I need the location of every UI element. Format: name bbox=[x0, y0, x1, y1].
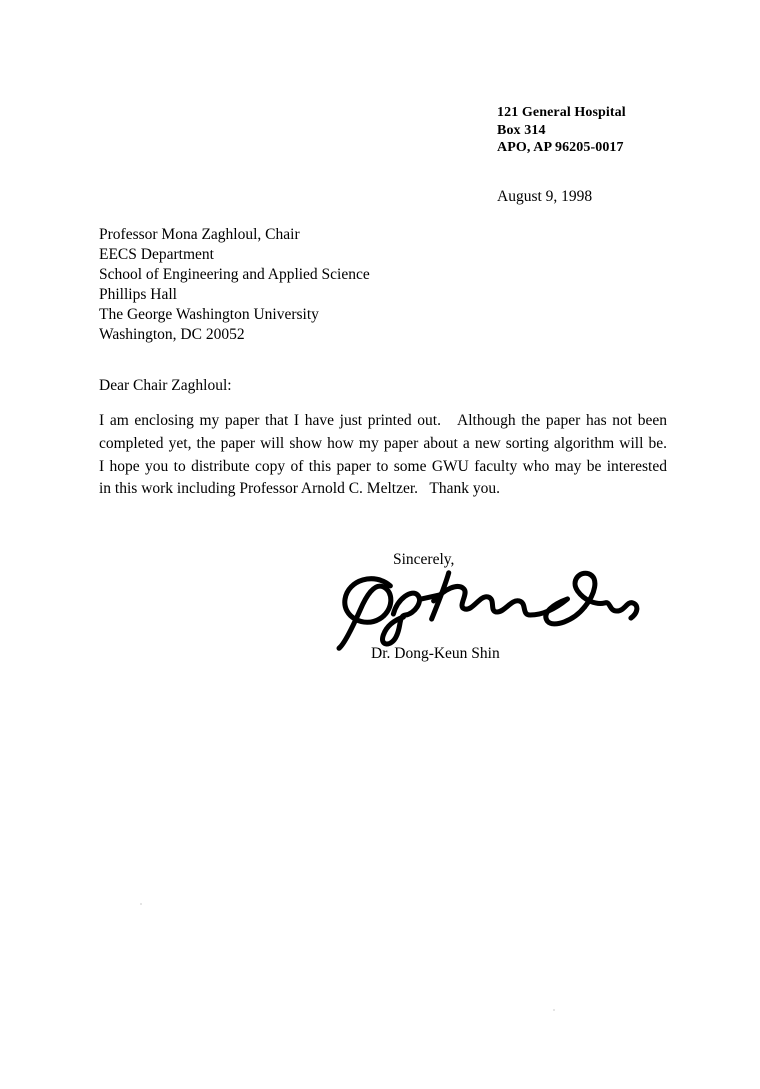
salutation: Dear Chair Zaghloul: bbox=[99, 377, 232, 394]
handwritten-signature bbox=[336, 565, 644, 653]
scan-speck bbox=[140, 903, 142, 905]
recipient-address-block bbox=[99, 225, 370, 344]
signature-stroke bbox=[575, 573, 637, 618]
signer-name: Dr. Dong-Keun Shin bbox=[371, 645, 500, 662]
body-text-line: I hope you to distribute copy of this paper to some GWU faculty who may be interested bbox=[99, 457, 667, 475]
letter-body-paragraph bbox=[99, 410, 667, 501]
body-text-line: I am enclosing my paper that I have just printed out. Although the paper has not been bbox=[99, 412, 667, 429]
recipient-address-line: Washington, DC 20052 bbox=[99, 325, 245, 343]
closing-sincerely: Sincerely, bbox=[393, 551, 455, 568]
scan-speck bbox=[553, 1009, 555, 1011]
signature-stroke bbox=[434, 587, 585, 624]
sender-address-block bbox=[497, 104, 626, 157]
sender-address-line: APO, AP 96205-0017 bbox=[497, 140, 624, 156]
signature-stroke bbox=[382, 593, 419, 644]
recipient-address-line: The George Washington University bbox=[99, 305, 319, 323]
recipient-address-line: Professor Mona Zaghloul, Chair bbox=[99, 226, 300, 243]
body-text-line: in this work including Professor Arnold C. Meltzer. Thank you. bbox=[99, 480, 500, 498]
recipient-address-line: Phillips Hall bbox=[99, 285, 177, 303]
recipient-address-line: EECS Department bbox=[99, 245, 214, 263]
date-line: August 9, 1998 bbox=[497, 188, 593, 205]
sender-address-line: 121 General Hospital bbox=[497, 105, 626, 120]
body-text-line: completed yet, the paper will show how my paper about a new sorting algorithm will be. bbox=[99, 434, 667, 452]
recipient-address-line: School of Engineering and Applied Science bbox=[99, 265, 370, 283]
sender-address-line: Box 314 bbox=[497, 122, 546, 138]
